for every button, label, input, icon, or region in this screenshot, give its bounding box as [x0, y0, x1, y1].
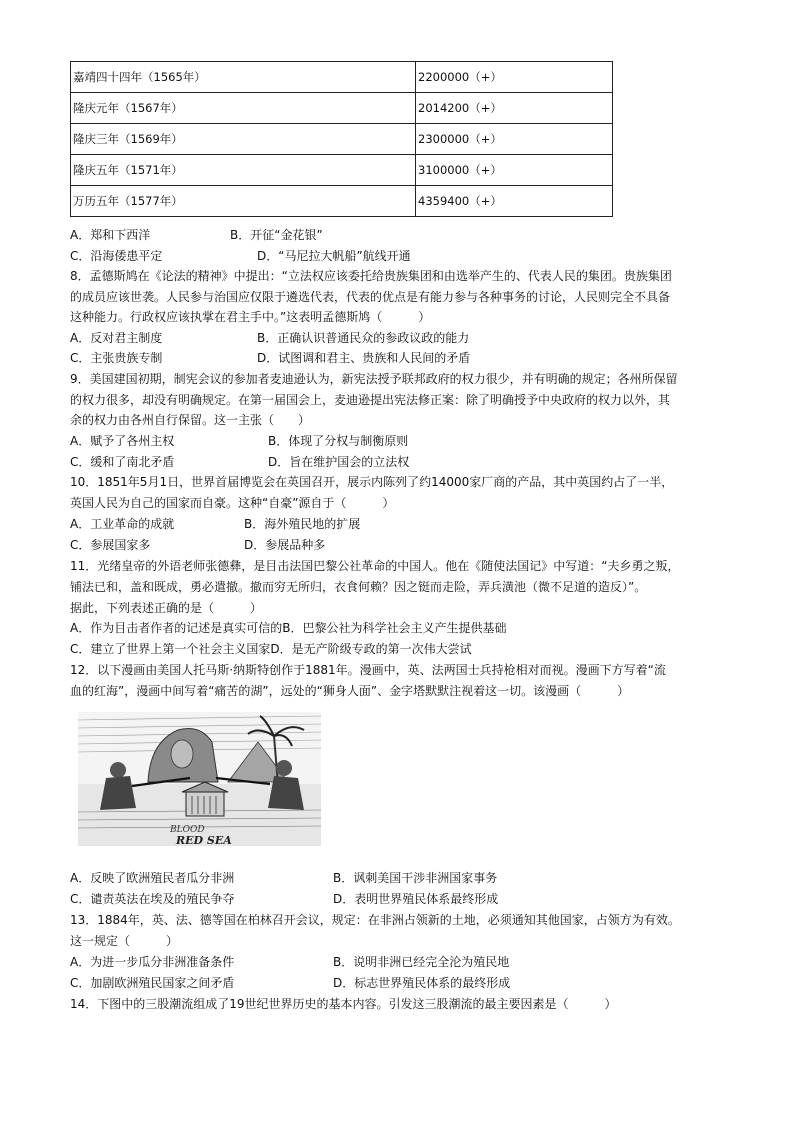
- q13-option-b[interactable]: B．说明非洲已经完全沦为殖民地: [333, 955, 510, 969]
- q12-stem-line1: 12．以下漫画由美国人托马斯·纳斯特创作于1881年。漫画中，英、法两国士兵持枪相对而视。漫画下方写着“流: [70, 663, 666, 677]
- q9-stem-line2: 的权力很多，却没有明确规定。在第一届国会上，麦迪逊提出宪法修正案：除了明确授予中央政府的权力以外，其: [70, 393, 671, 407]
- q10-option-a[interactable]: A．工业革命的成就: [70, 517, 175, 531]
- q13-stem-line1: 13．1884年，英、法、德等国在柏林召开会议，规定：在非洲占领新的土地，必须通知其他国家，占领方为有效。: [70, 913, 680, 927]
- table-row: [71, 155, 613, 186]
- table-cell-amount: 2300000（+）: [416, 124, 613, 155]
- q11-stem-line1: 11．光绪皇帝的外语老师张德彝，是目击法国巴黎公社革命的中国人。他在《随使法国记》中写道：“夫乡勇之叛，: [70, 559, 680, 573]
- table-cell-amount: 2200000（+）: [416, 62, 613, 93]
- table-row: [71, 93, 613, 124]
- q11-stem-line3: 据此，下列表述正确的是（ ）: [70, 601, 263, 615]
- q8-option-a[interactable]: A．反对君主制度: [70, 331, 163, 345]
- table-cell-period: 嘉靖四十四年（1565年）: [71, 62, 416, 93]
- q9-stem-line3: 余的权力由各州自行保留。这一主张（ ）: [70, 413, 311, 427]
- q8-stem-line3: 这种能力。行政权应该执掌在君主手中。”这表明孟德斯鸠（ ）: [70, 310, 431, 324]
- table-cell-period: 隆庆元年（1567年）: [71, 93, 416, 124]
- table-cell-period: 隆庆三年（1569年）: [71, 124, 416, 155]
- q10-option-b[interactable]: B．海外殖民地的扩展: [244, 517, 361, 531]
- q7-option-b[interactable]: B．开征“金花银”: [230, 228, 323, 242]
- q12-option-a[interactable]: A．反映了欧洲殖民者瓜分非洲: [70, 871, 235, 885]
- table-cell-amount: 3100000（+）: [416, 155, 613, 186]
- table-row: [71, 124, 613, 155]
- q8-option-c[interactable]: C．主张贵族专制: [70, 351, 163, 365]
- q9-option-d[interactable]: D．旨在维护国会的立法权: [268, 455, 410, 469]
- cartoon-label-top: BLOOD: [170, 825, 205, 835]
- q8-stem-line2: 的成员应该世袭。人民参与治国应仅限于遴选代表，代表的优点是有能力参与各种事务的讨论，人民则完全不具备: [70, 290, 671, 304]
- q8-option-b[interactable]: B．正确认识普通民众的参政议政的能力: [257, 331, 470, 345]
- table-cell-period: 隆庆五年（1571年）: [71, 155, 416, 186]
- q13-option-c[interactable]: C．加剧欧洲殖民国家之间矛盾: [70, 976, 235, 990]
- q13-option-a[interactable]: A．为进一步瓜分非洲准备条件: [70, 955, 235, 969]
- nast-cartoon-image: [78, 712, 321, 846]
- q9-stem-line1: 9．美国建国初期，制宪会议的参加者麦迪逊认为，新宪法授予联邦政府的权力很少，并有明确的规定；各州所保留: [70, 372, 678, 386]
- table-row: [71, 62, 613, 93]
- q14-stem-line1: 14．下图中的三股潮流组成了19世纪世界历史的基本内容。引发这三股潮流的最主要因素是（ ）: [70, 997, 617, 1011]
- q13-stem-line2: 这一规定（ ）: [70, 934, 179, 948]
- q7-option-d[interactable]: D．“马尼拉大帆船”航线开通: [257, 249, 411, 263]
- q10-stem-line2: 英国人民为自己的国家而自豪。这种“自豪”源自于（ ）: [70, 496, 395, 510]
- cartoon-caption: RED SEA: [176, 834, 232, 846]
- q12-option-d[interactable]: D．表明世界殖民体系最终形成: [333, 892, 499, 906]
- q11-options-ab[interactable]: A．作为目击者作者的记述是真实可信的B．巴黎公社为科学社会主义产生提供基础: [70, 621, 507, 635]
- q10-option-c[interactable]: C．参展国家多: [70, 538, 151, 552]
- q8-stem-line1: 8．孟德斯鸠在《论法的精神》中提出：“立法权应该委托给贵族集团和由选举产生的、代表人民的集团。贵族集团: [70, 269, 672, 283]
- q7-option-a[interactable]: A．郑和下西洋: [70, 228, 151, 242]
- table-cell-amount: 4359400（+）: [416, 186, 613, 217]
- q10-stem-line1: 10．1851年5月1日，世界首届博览会在英国召开，展示内陈列了约14000家厂商的产品，其中英国约占了一半，: [70, 475, 674, 489]
- q8-option-d[interactable]: D．试图调和君主、贵族和人民间的矛盾: [257, 351, 471, 365]
- q10-option-d[interactable]: D．参展品种多: [244, 538, 326, 552]
- table-cell-amount: 2014200（+）: [416, 93, 613, 124]
- q9-option-b[interactable]: B．体现了分权与制衡原则: [268, 434, 409, 448]
- q7-option-c[interactable]: C．沿海倭患平定: [70, 249, 163, 263]
- q9-option-c[interactable]: C．缓和了南北矛盾: [70, 455, 175, 469]
- q11-stem-line2: 铺法已和，盖和既成，勇必遣撤。撤而穷无所归，衣食何赖？因之铤而走险，弄兵潢池（微不足道的造反）”。: [70, 580, 647, 594]
- q12-option-b[interactable]: B．讽刺美国干涉非洲国家事务: [333, 871, 498, 885]
- table-cell-period: 万历五年（1577年）: [71, 186, 416, 217]
- q12-option-c[interactable]: C．谴责英法在埃及的殖民争夺: [70, 892, 235, 906]
- q12-stem-line2: 血的红海”，漫画中间写着“痛苦的湖”，远处的“狮身人面”、金字塔默默注视着这一切。该漫画（ ）: [70, 684, 630, 698]
- q9-option-a[interactable]: A．赋予了各州主权: [70, 434, 175, 448]
- q13-option-d[interactable]: D．标志世界殖民体系的最终形成: [333, 976, 511, 990]
- table-row: [71, 186, 613, 217]
- q11-options-cd[interactable]: C．建立了世界上第一个社会主义国家D．是无产阶级专政的第一次伟大尝试: [70, 642, 472, 656]
- silver-import-table: [70, 61, 613, 217]
